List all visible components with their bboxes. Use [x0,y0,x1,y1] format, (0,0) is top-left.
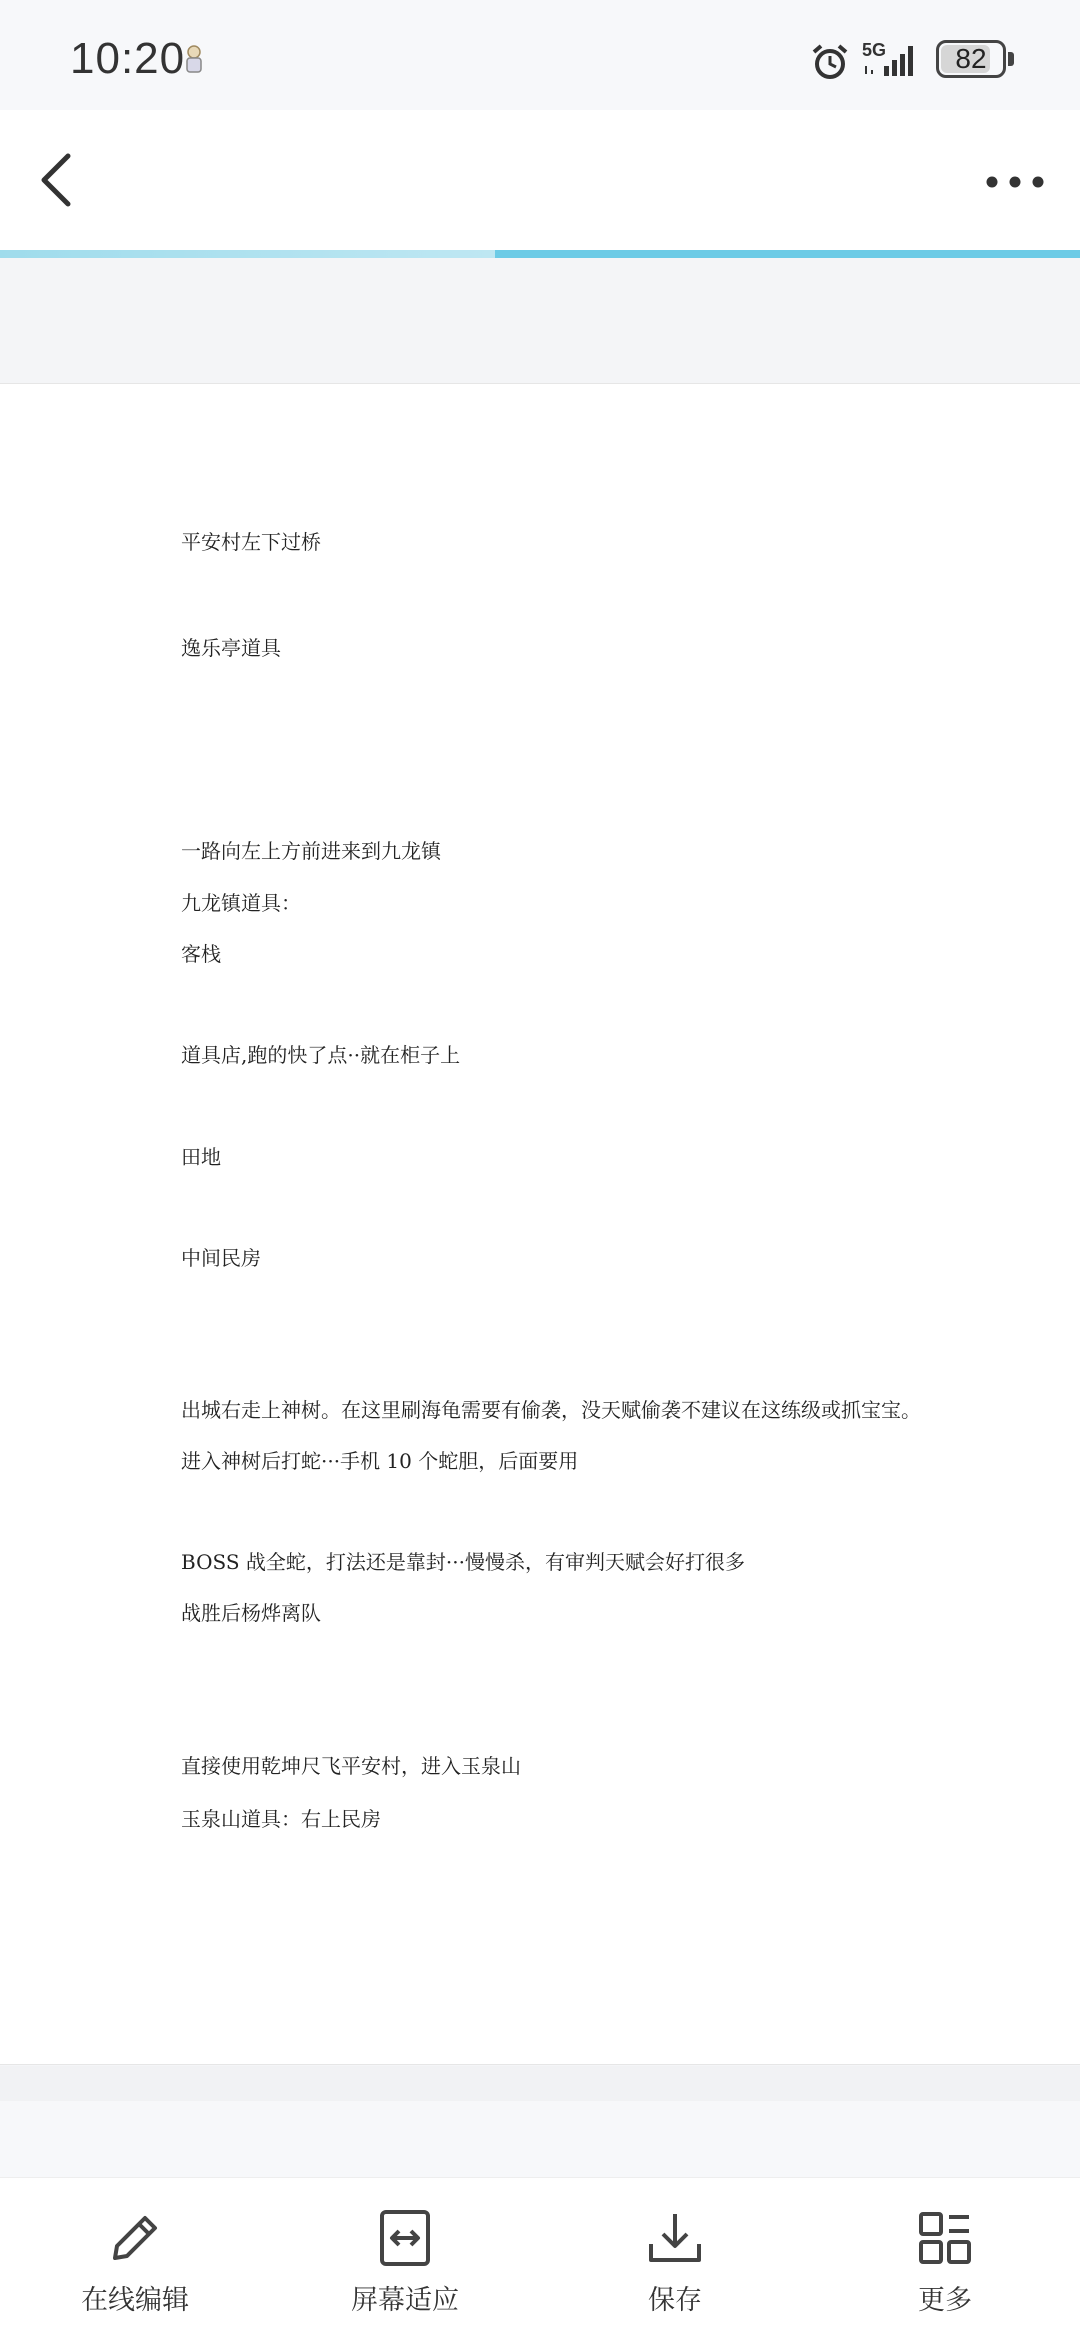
save-label: 保存 [648,2285,702,2316]
reading-progress-bar [0,250,1080,258]
doc-line: 逸乐亭道具 [181,636,281,660]
doc-line: 战胜后杨烨离队 [181,1601,321,1625]
doc-line: 客栈 [181,942,221,966]
battery-percent: 82 [955,43,987,74]
online-edit-label: 在线编辑 [81,2285,189,2316]
back-button[interactable] [30,150,90,210]
more-dots-icon [980,150,1050,210]
doc-line: 一路向左上方前进来到九龙镇 [181,839,441,863]
app-notification-icon [180,42,208,76]
doc-line: BOSS 战全蛇，打法还是靠封···慢慢杀，有审判天赋会好打很多 [181,1550,745,1574]
back-arrow-icon [30,150,90,210]
alarm-icon [810,42,850,82]
more-label: 更多 [918,2285,972,2316]
doc-line: 玉泉山道具：右上民房 [181,1807,381,1831]
bottom-toolbar [0,2177,1080,2340]
save-button[interactable] [575,2208,775,2328]
status-bar [0,0,1080,110]
doc-line: 道具店,跑的快了点··就在柜子上 [181,1043,461,1067]
battery-indicator [936,40,1006,78]
download-icon [645,2208,705,2268]
online-edit-button[interactable] [35,2208,235,2328]
doc-line: 平安村左下过桥 [181,530,321,554]
top-nav-bar [0,110,1080,250]
network-type: 5G [862,40,887,60]
page-gap-top [0,258,1080,383]
grid-icon [915,2208,975,2268]
page-gap-bottom [0,2066,1080,2101]
status-time: 10:20 [70,34,186,83]
fit-screen-icon [375,2208,435,2268]
reading-progress-fill [495,250,1080,258]
more-options-button[interactable] [980,150,1050,210]
next-page-area [0,2101,1080,2177]
pencil-icon [105,2208,165,2268]
doc-line: 直接使用乾坤尺飞平安村，进入玉泉山 [181,1754,521,1778]
fit-screen-label: 屏幕适应 [351,2285,459,2316]
document-page[interactable] [0,383,1080,2065]
battery-tip [1008,52,1014,66]
more-button[interactable] [845,2208,1045,2328]
doc-line: 田地 [181,1145,221,1169]
doc-line: 九龙镇道具： [181,891,301,915]
doc-line: 中间民房 [181,1246,261,1270]
doc-line: 出城右走上神树。在这里刷海龟需要有偷袭，没天赋偷袭不建议在这练级或抓宝宝。 [181,1398,921,1422]
doc-line: 进入神树后打蛇···手机 10 个蛇胆，后面要用 [181,1449,579,1473]
fit-screen-button[interactable] [305,2208,505,2328]
